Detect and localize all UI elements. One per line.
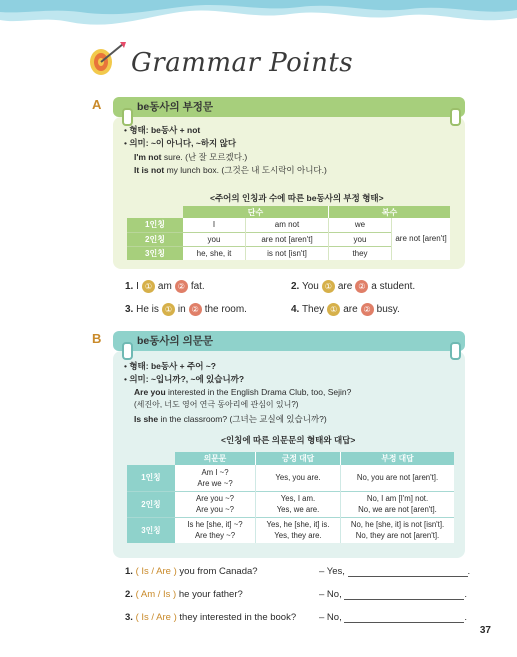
section-a-form: • 형태: be동사 + not [124, 124, 200, 136]
section-b-example-1-translation: (세진아, 너도 영어 연극 동아리에 관심이 있니?) [134, 400, 299, 409]
section-a-example-1: I'm not sure. (난 잘 모르겠다.) [134, 152, 248, 162]
answer-b-1: – Yes, . [319, 566, 471, 577]
choice-am-is[interactable]: ( Am / Is ) [135, 589, 177, 600]
section-a-header: be동사의 부정문 [113, 97, 465, 117]
row-form: is not [isn't] [246, 246, 329, 260]
row-question: Are you ~? Are you ~? [175, 491, 256, 517]
row-person: 2인칭 [127, 491, 175, 517]
row-subject: I [183, 218, 246, 232]
blank-2-marker[interactable]: ② [361, 303, 374, 316]
table-head-singular: 단수 [183, 206, 329, 218]
row-question: Am I ~? Are we ~? [175, 465, 256, 491]
page-title: Grammar Points [131, 48, 354, 78]
section-b-form: • 형태: be동사 + 주어 ~? [124, 360, 216, 372]
answer-b-2: – No, . [319, 589, 467, 600]
row-positive: Yes, I am. Yes, we are. [256, 491, 341, 517]
row-form: am not [246, 218, 329, 232]
answer-blank[interactable] [348, 566, 468, 577]
table-head-question: 의문문 [175, 452, 256, 465]
row-positive: Yes, he [she, it] is. Yes, they are. [256, 517, 341, 543]
plural-form-cell: are not [aren't] [392, 218, 451, 260]
table-head-positive: 긍정 대답 [256, 452, 341, 465]
exercise-a-3: 3. He is ① in ② the room. [125, 304, 247, 316]
blank-2-marker[interactable]: ② [189, 303, 202, 316]
section-b-header: be동사의 의문문 [113, 331, 465, 351]
blank-1-marker[interactable]: ① [327, 303, 340, 316]
exercise-b-1: 1. ( Is / Are ) you from Canada? [125, 566, 258, 577]
exercise-a-1: 1. I ① am ② fat. [125, 281, 205, 293]
section-b-table-caption: <인칭에 따른 의문문의 형태와 대답> [221, 435, 356, 445]
blank-2-marker[interactable]: ② [175, 280, 188, 293]
question-table [127, 452, 454, 543]
row-negative: No, you are not [aren't]. [341, 465, 455, 491]
section-b-meaning: • 의미: ~입니까?, ~에 있습니까? [124, 373, 244, 385]
negation-table [127, 206, 450, 260]
row-question: Is he [she, it] ~? Are they ~? [175, 517, 256, 543]
row-negative: No, I am [I'm] not. No, we are not [aren't]. [341, 491, 455, 517]
row-person: 1인칭 [127, 218, 183, 232]
row-plural: we [329, 218, 392, 232]
row-plural: you [329, 232, 392, 246]
row-negative: No, he [she, it] is not [isn't]. No, they are not [aren't]. [341, 517, 455, 543]
blank-2-marker[interactable]: ② [355, 280, 368, 293]
answer-blank[interactable] [344, 589, 464, 600]
blank-1-marker[interactable]: ① [142, 280, 155, 293]
blank-1-marker[interactable]: ① [322, 280, 335, 293]
choice-is-are[interactable]: ( Is / Are ) [135, 566, 177, 577]
choice-is-are[interactable]: ( Is / Are ) [135, 612, 177, 623]
table-head-negative: 부정 대답 [341, 452, 455, 465]
row-form: are not [aren't] [246, 232, 329, 246]
target-arrow-icon [87, 40, 127, 80]
section-b-example-2: Is she in the classroom? (그녀는 교실에 있습니까?) [134, 414, 327, 424]
section-a-meaning: • 의미: ~이 아니다, ~하지 않다 [124, 137, 236, 149]
answer-b-3: – No, . [319, 612, 467, 623]
ring-binder-icon [450, 108, 461, 126]
row-plural: they [329, 246, 392, 260]
row-person: 2인칭 [127, 232, 183, 246]
ring-binder-icon [450, 342, 461, 360]
exercise-b-2: 2. ( Am / Is ) he your father? [125, 589, 243, 600]
exercise-b-3: 3. ( Is / Are ) they interested in the book? [125, 612, 297, 623]
section-a-table-caption: <주어의 인칭과 수에 따른 be동사의 부정 형태> [210, 193, 384, 203]
section-a-letter: A [92, 97, 102, 112]
ring-binder-icon [122, 342, 133, 360]
row-person: 3인칭 [127, 246, 183, 260]
blank-1-marker[interactable]: ① [162, 303, 175, 316]
row-positive: Yes, you are. [256, 465, 341, 491]
page-number: 37 [479, 625, 491, 636]
section-a-example-2: It is not my lunch box. (그것은 내 도시락이 아니다.) [134, 165, 327, 175]
exercise-a-2: 2. You ① are ② a student. [291, 281, 416, 293]
top-wave-decoration [0, 0, 517, 40]
row-subject: you [183, 232, 246, 246]
table-head-plural: 복수 [329, 206, 451, 218]
row-subject: he, she, it [183, 246, 246, 260]
section-b-letter: B [92, 331, 102, 346]
row-person: 3인칭 [127, 517, 175, 543]
exercise-a-4: 4. They ① are ② busy. [291, 304, 400, 316]
answer-blank[interactable] [344, 612, 464, 623]
row-person: 1인칭 [127, 465, 175, 491]
section-b-example-1: Are you interested in the English Drama Club, too, Sejin? [134, 387, 352, 397]
